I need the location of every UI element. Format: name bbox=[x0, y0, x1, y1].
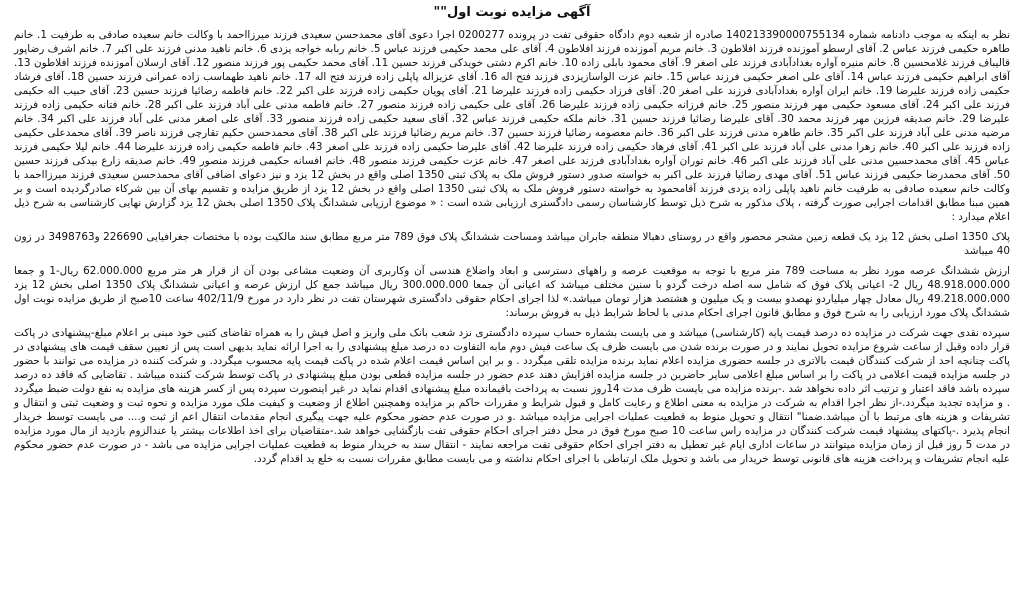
property-description-paragraph: پلاک 1350 اصلی بخش 12 یزد یک قطعه زمین مشجر محصور واقع در روستای دهبالا منطقه جابران میباشد ومساحت ششدانگ پلاک فوق 789 متر مربع مطابق سند مالکیت بوده با مختصات جغرافیایی 226690 و3498763 در زون 40 میباشد bbox=[14, 231, 1010, 257]
intro-paragraph: نظر به اینکه به موجب دادنامه شماره 140213390000755134 صادره از شعبه دوم دادگاه حقوقی تفت در پرونده 0200277 اجرا دعوی آقای محمدحسن سعیدی فرزند میرزااحمد با وکالت خانم سعیده صادقی به طرفیت 1. خانم طاهره حکیمی فرزند عباس 2. آقای ارسطو آموزنده فرزند افلاطون 3. خانم مریم آموزنده فرزند افلاطون 4. آقای علی محمد حکیمی فرزند عباس 5. خانم ربابه خواجه یزدی 6. خانم ناهید مدنی فرزند علی اکبر 7. خانم اشرف رضاپور قالیباف فرزند غلامحسین 8. خانم منیره آواره بغدادآبادی فرزند علی اصغر 9. آقای محمود بابلی زاده 10. خانم اکرم دشتی خویدکی فرزند حسین 11. آقای محمد حکیمی پور فرزند منصور 12. آقای ارسلان آموزنده فرزند افلاطون 13. آقای ابراهیم حکیمی فرزند عباس 14. آقای علی اصغر حکیمی فرزند عباس 15. خانم عزت الواسازیزدی فرزند فتح اله 16. آقای عزیزاله پاپلی زاده فرزند فتح اله 17. خانم ناهید طهماسب زاده عمرانی فرزند حسین 18. آقای فرشاد حکیمی زاده فرزند علیرضا 19. خانم ایران آواره بغدادآبادی فرزند علی اصغر 20. آقای فرزاد حکیمی زاده فرزند علیرضا 21. آقای پویان حکیمی زاده فرزند علی اکبر 22. خانم فاطمه رضائیا فرزند حسین 23. آقای حبیب اله حکیمی فرزند علی اکبر 24. آقای مسعود حکیمی مهر فرزند منصور 25. خانم فرزانه حکیمی زاده فرزند علیرضا 26. آقای علی حکیمی زاده فرزند منصور 27. خانم فاطمه مدنی علی آباد فرزند علی اکبر 28. خانم فتانه حکیمی زاده فرزند علیرضا 29. خانم صدیقه فرزین مهر فرزند محمد 30. آقای علیرضا رضائیا فرزند حسین 31. خانم ملکه حکیمی فرزند عباس 32. آقای سعید حکیمی زاده فرزند منصور 33. آقای علی اصغر مدنی علی آباد فرزند علی اکبر 34. خانم مرضیه مدنی علی آباد فرزند علی اکبر 35. خانم طاهره مدنی فرزند علی اکبر 36. خانم معصومه رضائیا فرزند حسین 37. خانم مریم رضائیا فرزند علی اکبر 38. آقای محمدحسن حکیم تقارچی فرزند ناصر 39. آقای محمدعلی حکیمی زاده فرزند علی اکبر 40. خانم زهرا مدنی علی آباد فرزند علی اکبر 41. آقای فرهاد حکیمی زاده فرزند علیرضا 42. آقای علیرضا حکیمی زاده فرزند علی اصغر 43. خانم فاطمه حکیمی زاده فرزند علیرضا 44. خانم لیلا حکیمی فرزند عباس 45. آقای محمدحسین مدنی علی آباد فرزند علی اکبر 46. خانم توران آواره بغدادآبادی فرزند علی اصغر 47. خانم عزت حکیمی فرزند منصور 48. خانم افسانه حکیمی فرزند منصور 49. خانم صدیقه زارع بیدکی فرزند حسین 50. آقای محمدرضا حکیمی فرزند عباس 51. آقای مهدی رضائیا فرزند علی اکبر به خواسته صدور دستور فروش ملک به پلاک ثبتی 1350 اصلی واقع در بخش 12 یزد و نیز دعوای اضافی آقای محمدحسن سعیدی فرزند میرزااحمد با وکالت خانم سعیده صادقی به طرفیت خانم ناهید پاپلی زاده یزدی فرزند آقامحمود به خواسته دستور فروش ملک به پلاک ثبتی 1350 اصلی واقع در بخش 12 یزد از طریق مزایده و تقسیم بهای آن بین شرکاء صادرگردیده است و بر همین مبنا مطابق اقدامات اجرایی صورت گرفته ، پلاک مذکور به شرح ذیل توسط کارشناسان رسمی دادگستری ارزیابی شده است : « موضوع ارزیابی ششدانگ پلاک 1350 اصلی بخش 12 یزد گزارش نهایی کارشناسی به شرح ذیل اعلام میدارد : bbox=[14, 29, 1011, 223]
auction-conditions-paragraph: سپرده نقدی جهت شرکت در مزایده ده درصد قیمت پایه (کارشناسی) میباشد و می بایست بشماره حساب سپرده دادگستری نزد شعب بانک ملی واریز و اصل فیش را به همراه تقاضای کتبی خود مبنی بر اعلام مبلغ-پیشنهادی در پاکت قرار داده وقبل از ساعت شروع مزایده تحویل نمایند و در صورت برنده شدن می بایست ظرف یک ساعت فیش دوم مابه التفاوت ده درصد مبلغ پیشنهادی را به اجرا ارائه نماید بدیهی است پس از تعیین سقف قیمت های پیشنهادی در پاکت چنانچه احد از شرکت کنندگان قیمت بالاتری در جلسه حضوری مزایده اعلام نماید برنده مزایده تلقی میگردد . و بر این اساس قیمت اعلام شده در پاکت قیمت پایه محسوب میگردد. و شرکت کننده در مزایده می توانند با حضور در جلسه مزایده قیمت اعلامی در پاکت را بر اساس مبلغ اعلامی سایر حاضرین در جلسه مزایده افزایش دهند عدم حضور در جلسه مزایده قطعی بودن مبلغ پیشنهادی در پاکت توسط شرکت کننده میباشد . تقاضایی که فاقد ده درصد سپرده باشد فاقد اعتبار و ترتیب اثر داده نخواهد شد .-برنده مزایده می بایست ظرف مدت 14روز نسبت به پرداخت باقیمانده مبلغ پیشنهادی اقدام نماید در غیر اینصورت سپرده پس از کسر هزینه های مزایده به نفع دولت ضبط میگردد . و مزایده تجدید میگردد.-از نظر اجرا اقدام به شرکت در مزایده به معنی اطلاع و رعایت کامل و قبول شرایط و مقررات حاکم بر مزایده وهمچنین اطلاع از وضعیت و کیفیت ملک مورد مزایده و نحوه ثبت و وضعیت ثبتی و انتقال و تشریفات و هزینه های مرتبط با آن میباشد.ضمنا" انتقال و تحویل منوط به قطعیت عملیات اجرایی مزایده میباشد .و در صورت عدم حضور محکوم علیه جهت پیگیری انجام مقدمات انتقال اعم از ثبت و.... می بایست توسط خریدار انجام پذیرد .-پاکتهای پیشنهاد قیمت شرکت کنندگان در مزایده راس ساعت 10 صبح مورخ فوق در محل دفتر اجرای احکام حقوقی تفت بازگشایی خواهد شد.-متقاضیان برای اخذ اطلاعات بیشتر یا عندالزوم بازدید از مال مورد مزایده در مدت 5 روز قبل از زمان مزایده میتوانند در ساعات اداری ایام غیر تعطیل به دفتر اجرای احکام حقوقی تفت مراجعه نمایند - انتقال سند به خریدار منوط به قطعیت عملیات اجرایی مزایده می باشد - در صورت عدم حضور محکوم علیه انجام تشریفات و پرداخت هزینه های قانونی توسط خریدار می باشد و تحویل ملک ارتباطی با اجرای احکام نداشته و می بایست مطابق مقررات نسبت به خلع ید اقدام گردد. bbox=[14, 327, 1010, 465]
valuation-paragraph: ارزش ششدانگ عرصه مورد نظر به مساحت 789 متر مربع با توجه به موقعیت عرصه و راههای دسترسی و ابعاد واضلاع هندسی آن وکاربری آن وضعیت مشاعی بودن آن از قرار هر متر مربع 62.000.000 ریال-1 و جمعا 48.918.000.000 ریال 2- اعیانی پلاک فوق که شامل سه اصله درخت گردو با سنین مختلف میباشد که اعیانی آن جمعا 300.000.000 ریال میباشد جمع کل ارزش عرصه و اعیانی ششدانگ پلاک 1350 اصلی بخش 12 یزد 49.218.000.000 ریال معادل چهار میلیاردو نهصدو بیست و یک میلیون و هشتصد هزار تومان میباشد.» لذا اجرای احکام حقوقی دادگستری شهرستان تفت در نظر دارد در مورخ 402/11/9 ساعت 10صبح از طریق مزایده نوبت اول ششدانگ پلاک مورد ارزیابی را به شرح فوق و مطابق قانون اجرای احکام مدنی با لحاظ شرایط ذیل به فروش برساند: bbox=[14, 265, 1010, 319]
notice-title: آگهی مزایده نوبت اول"" bbox=[433, 5, 591, 20]
